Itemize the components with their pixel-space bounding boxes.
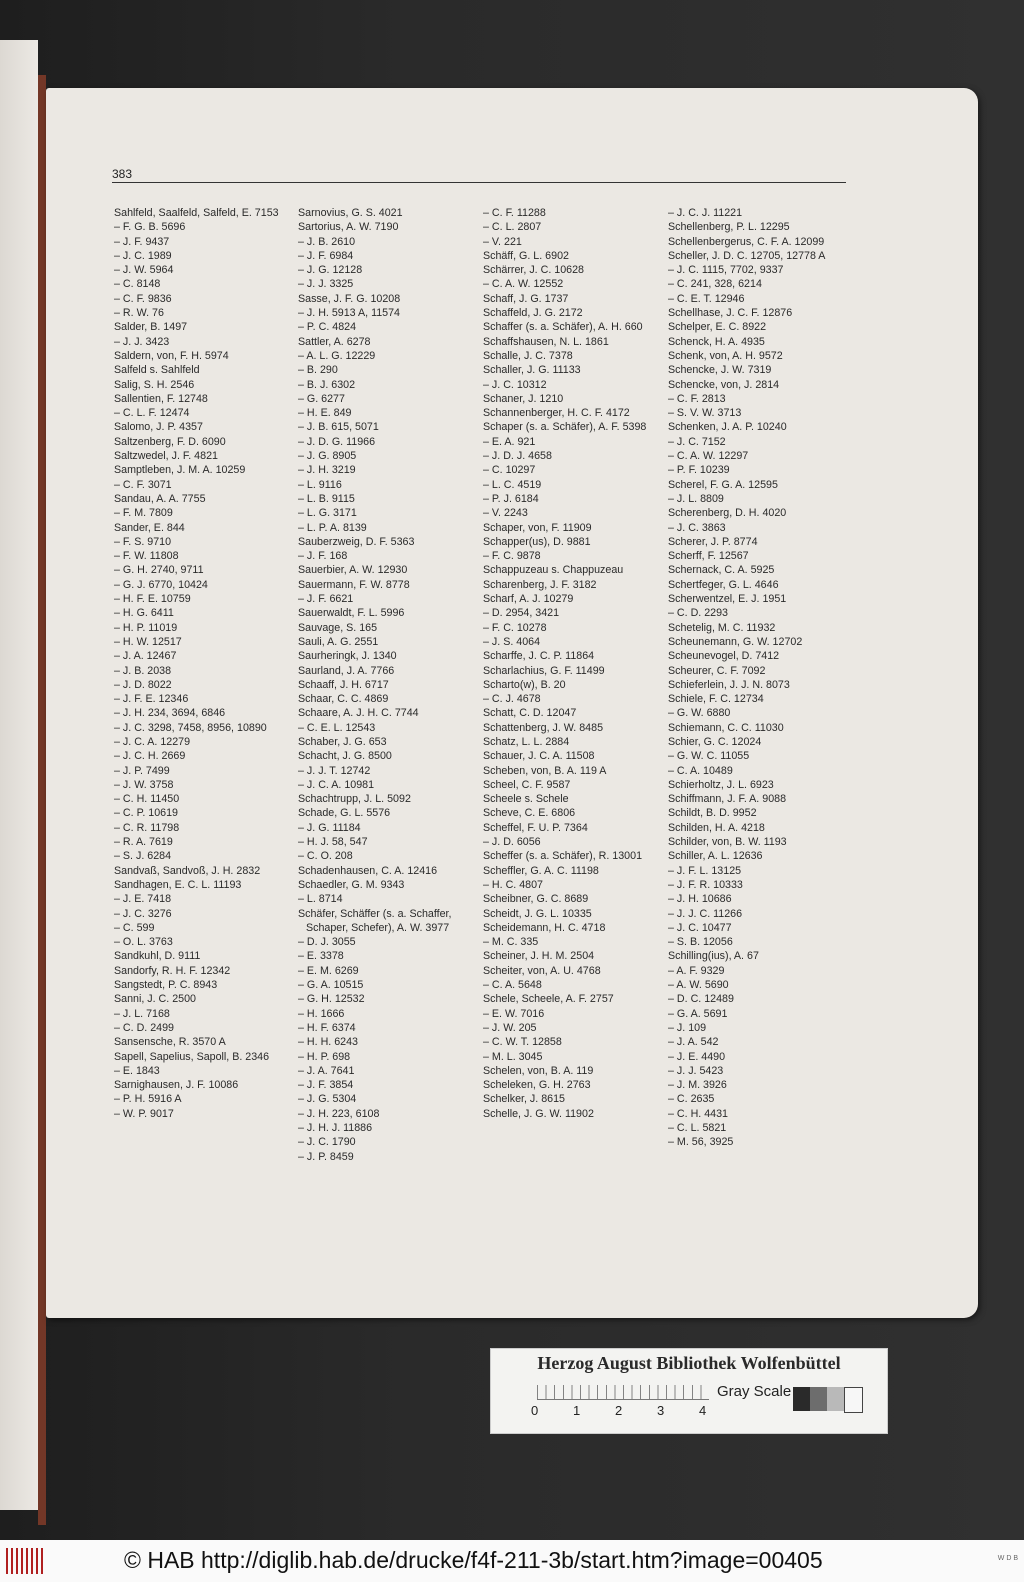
index-entry: – F. C. 9878 [483,550,541,563]
index-entry: – J. D. 6056 [483,836,541,849]
index-entry: – P. F. 10239 [668,464,730,477]
index-entry: Schaffshausen, N. L. 1861 [483,335,609,348]
gray-scale-card [490,1348,888,1434]
index-entry: Scherel, F. G. A. 12595 [668,478,778,491]
index-entry: – C. L. 5821 [668,1122,727,1134]
index-entry: Schellenberg, P. L. 12295 [668,221,790,234]
index-entry: Schiele, F. C. 12734 [668,693,764,706]
index-entry: Scheve, C. E. 6806 [483,807,576,820]
index-entry: – J. D. J. 4658 [483,450,552,463]
index-entry: – C. J. 4678 [483,693,541,706]
index-entry: Saurland, J. A. 7766 [298,664,395,677]
index-entry: – F. M. 7809 [114,507,173,520]
index-entry: – A. F. 9329 [668,964,725,977]
index-entry: Sandkuhl, D. 9111 [114,950,201,963]
index-entry: Schaff, J. G. 1737 [483,292,569,305]
index-entry: – D. J. 3055 [298,936,356,949]
index-entry: – F. W. 11808 [114,550,179,563]
index-entry: – G. H. 2740, 9711 [114,564,204,577]
index-entry: – J. H. J. 11886 [298,1122,373,1134]
index-entry: – M. C. 335 [483,936,539,949]
index-entry: Scheleken, G. H. 2763 [483,1079,591,1092]
index-entry: Schaedler, G. M. 9343 [298,878,405,891]
index-entry: – C. L. F. 12474 [114,407,190,420]
index-entry: – R. W. 76 [114,307,164,320]
index-entry: – J. H. 5913 A, 11574 [298,307,400,320]
index-entry: Salomo, J. P. 4357 [114,421,203,434]
index-entry: Schaffer (s. a. Schäfer), A. H. 660 [483,321,643,334]
index-entry: – H. W. 12517 [114,635,182,648]
index-entry: Schadenhausen, C. A. 12416 [298,864,438,877]
index-entry: – J. C. 1115, 7702, 9337 [668,264,784,277]
index-entry: Schencke, von, J. 2814 [668,378,780,391]
index-entry: – J. F. E. 12346 [114,693,189,706]
index-entry: Schier, G. C. 12024 [668,735,762,748]
index-entry: – H. F. E. 10759 [114,593,191,606]
index-entry: Scharto(w), B. 20 [483,678,566,691]
index-entry: Scheffler, G. A. C. 11198 [483,864,599,877]
index-entry: – H. J. 58, 547 [298,836,368,849]
index-entry: – J. F. 6984 [298,249,354,262]
index-entry: – L. 9116 [298,478,342,491]
scale-tick-label: 4 [699,1403,707,1418]
index-entry: Scheffer (s. a. Schäfer), R. 13001 [483,850,643,863]
index-entry: Sasse, J. F. G. 10208 [298,292,401,305]
index-entry: – F. C. 10278 [483,621,547,634]
index-entry: – L. G. 3171 [298,507,357,520]
index-entry: – C. E. T. 12946 [668,292,745,305]
index-entry: Schiffmann, J. F. A. 9088 [668,793,787,806]
index-entry: – E. 1843 [114,1064,160,1077]
index-entry: – J. C. 1790 [298,1136,356,1149]
index-entry: – H. H. 6243 [298,1036,359,1049]
index-entry: Scheffel, F. U. P. 7364 [483,821,588,834]
index-entry: Schatt, C. D. 12047 [483,707,577,720]
index-entry: Salfeld s. Sahlfeld [114,364,200,377]
index-entry: Schaner, J. 1210 [483,392,564,405]
index-entry: Schelker, J. 8615 [483,1093,565,1106]
gray-swatch-black [793,1387,810,1411]
index-entry: – V. 2243 [483,507,528,520]
index-entry: Sattler, A. 6278 [298,335,371,348]
index-entry: Scherenberg, D. H. 4020 [668,507,787,520]
index-entry: – J. C. 3863 [668,521,726,534]
index-entry: – C. A. 5648 [483,979,542,992]
index-entry: – J. L. 8809 [668,492,724,505]
index-entry: – L. 8714 [298,893,343,906]
index-entry: – J. F. R. 10333 [668,878,743,891]
index-entry: Scheel, C. F. 9587 [483,778,571,791]
index-entry: – G. H. 12532 [298,993,365,1006]
index-entry: – C. D. 2499 [114,1021,175,1034]
index-entry: Schappuzeau s. Chappuzeau [483,564,624,577]
index-entry: Schenk, von, A. H. 9572 [668,349,783,362]
index-entry: – C. F. 2813 [668,392,726,405]
index-entry: – C. 8148 [114,278,161,291]
index-entry: Sahlfeld, Saalfeld, Salfeld, E. 7153 [114,207,279,219]
index-entry: Sauermann, F. W. 8778 [298,578,410,591]
index-entry: – J. H. 234, 3694, 6846 [114,707,226,720]
index-entry: – D. 2954, 3421 [483,607,560,620]
index-entry: – E. M. 6269 [298,964,359,977]
index-entry: Schaber, J. G. 653 [298,735,387,748]
index-entry: – H. 1666 [298,1007,345,1020]
index-entry: – J. A. 542 [668,1036,719,1049]
index-entry: – J. C. 7152 [668,435,726,448]
index-entry: Schellenbergerus, C. F. A. 12099 [668,235,825,248]
footer-mark: W D B [997,1555,1018,1562]
index-entry: Schade, G. L. 5576 [298,807,391,820]
index-entry: Scharffe, J. C. P. 11864 [483,650,595,663]
index-entry: Schetelig, M. C. 11932 [668,621,776,634]
index-entry: – J. F. L. 13125 [668,864,742,877]
book-spine [38,75,46,1525]
index-entry: – J. C. 1989 [114,249,172,262]
index-entry: – J. C. J. 11221 [668,207,743,219]
index-entry: – J. J. 3423 [114,335,170,348]
page-number: 383 [112,167,133,181]
index-entry: – S. V. W. 3713 [668,407,742,420]
index-entry: – J. C. 3276 [114,907,172,920]
index-entry: – D. C. 12489 [668,993,734,1006]
index-entry: – H. P. 11019 [114,621,178,634]
index-entry: Schiemann, C. C. 11030 [668,721,784,734]
index-entry: Scheidemann, H. C. 4718 [483,921,606,934]
index-entry: Schernack, C. A. 5925 [668,564,775,577]
index-entry: – J. F. 3854 [298,1079,354,1092]
index-entry: – C. 2635 [668,1093,715,1106]
index-entry: – J. C. 3298, 7458, 8956, 10890 [114,721,267,734]
index-entry: Schierholtz, J. L. 6923 [668,778,774,791]
index-entry: Schele, Scheele, A. F. 2757 [483,993,614,1006]
index-entry: Sandvaß, Sandvoß, J. H. 2832 [114,864,261,877]
index-entry: – J. 109 [668,1021,707,1034]
index-entry: Sauli, A. G. 2551 [298,635,379,648]
index-entry: Sauerbier, A. W. 12930 [298,564,408,577]
index-entry: – C. 599 [114,921,155,934]
index-entry: – C. A. W. 12297 [668,450,749,463]
index-entry: – J. F. 6621 [298,593,354,606]
index-entry: – C. E. L. 12543 [298,721,376,734]
index-entry: Scheiner, J. H. M. 2504 [483,950,595,963]
index-entry: – C. W. T. 12858 [483,1036,562,1049]
index-entry: Schelper, E. C. 8922 [668,321,767,334]
index-column-1 [114,206,296,1121]
index-entry: – S. B. 12056 [668,936,733,949]
footer-bar [0,1540,1024,1582]
index-entry: – J. H. 10686 [668,893,732,906]
index-entry: Schaaff, J. H. 6717 [298,678,389,691]
index-entry: – A. W. 5690 [668,979,729,992]
index-entry: – J. C. 10312 [483,378,547,391]
index-entry: – H. E. 849 [298,407,352,420]
index-entry: Schalle, J. C. 7378 [483,349,573,362]
index-entry: Schaare, A. J. H. C. 7744 [298,707,419,720]
index-entry: Schaper, von, F. 11909 [483,521,592,534]
index-entry: Schenken, J. A. P. 10240 [668,421,787,434]
index-entry: – C. F. 11288 [483,207,546,219]
index-entry: Schilden, H. A. 4218 [668,821,765,834]
index-entry: – W. P. 9017 [114,1107,174,1120]
index-entry: Scheben, von, B. A. 119 A [483,764,607,777]
index-entry: – C. H. 11450 [114,793,180,806]
index-entry: Scheurer, C. F. 7092 [668,664,766,677]
index-entry: Scheller, J. D. C. 12705, 12778 A [668,249,826,262]
index-entry: – G. A. 10515 [298,979,364,992]
index-entry: – C. R. 11798 [114,821,180,834]
index-entry: Schauer, J. C. A. 11508 [483,750,595,763]
gray-swatch-dark [810,1387,827,1411]
index-entry: – J. J. T. 12742 [298,764,371,777]
index-column-4 [668,206,850,1150]
index-column-3 [483,206,665,1121]
index-entry: Sandorfy, R. H. F. 12342 [114,964,231,977]
index-entry: – G. J. 6770, 10424 [114,578,208,591]
index-entry: Schäff, G. L. 6902 [483,249,569,262]
index-entry: Saldern, von, F. H. 5974 [114,349,229,362]
index-entry: – J. B. 2038 [114,664,172,677]
index-entry: Salig, S. H. 2546 [114,378,195,391]
hab-logo-icon [6,1548,46,1574]
index-entry: Sandau, A. A. 7755 [114,492,206,505]
gray-swatch-white [844,1387,863,1413]
index-entry: Scheunemann, G. W. 12702 [668,635,803,648]
index-entry: – J. P. 8459 [298,1150,354,1163]
index-entry: Saurheringk, J. 1340 [298,650,397,663]
index-entry: – C. H. 4431 [668,1107,729,1120]
index-entry: Sarnighausen, J. F. 10086 [114,1079,239,1092]
index-entry: – C. D. 2293 [668,607,729,620]
index-entry: – J. A. 12467 [114,650,177,663]
gray-scale-label: Gray Scale [717,1383,792,1400]
index-entry: – J. G. 8905 [298,450,357,463]
index-entry: Schaffeld, J. G. 2172 [483,307,583,320]
index-entry: – P. J. 6184 [483,492,539,505]
index-entry: Sauvage, S. 165 [298,621,378,634]
index-entry: Scheibner, G. C. 8689 [483,893,589,906]
index-entry: – C. O. 208 [298,850,353,863]
index-entry: Scherer, J. P. 8774 [668,535,758,548]
index-entry: Sarnovius, G. S. 4021 [298,207,403,219]
index-entry: – F. G. B. 5696 [114,221,186,234]
index-entry: – J. C. H. 2669 [114,750,186,763]
index-entry: Sanni, J. C. 2500 [114,993,196,1006]
index-entry: – E. 3378 [298,950,344,963]
index-entry: – J. W. 3758 [114,778,174,791]
index-entry: – J. C. A. 10981 [298,778,375,791]
index-entry: Sallentien, F. 12748 [114,392,208,405]
index-entry: – C. L. 2807 [483,221,542,234]
index-entry: – V. 221 [483,235,522,248]
index-entry: – C. A. 10489 [668,764,733,777]
index-entry: – J. D. 8022 [114,678,172,691]
index-entry: – G. W. C. 11055 [668,750,750,763]
index-entry: – L. C. 4519 [483,478,542,491]
index-entry: – J. H. 3219 [298,464,356,477]
index-entry: – B. J. 6302 [298,378,356,391]
index-entry: Sapell, Sapelius, Sapoll, B. 2346 [114,1050,270,1063]
index-entry: – J. G. 11184 [298,821,361,834]
index-entry: – J. D. G. 11966 [298,435,376,448]
index-entry: Scharlachius, G. F. 11499 [483,664,605,677]
gray-swatch-light [827,1387,844,1411]
index-entry: – J. P. 7499 [114,764,170,777]
index-entry: Schencke, J. W. 7319 [668,364,772,377]
index-entry: Saltzwedel, J. F. 4821 [114,450,218,463]
index-entry: Schäfer, Schäffer (s. a. Schaffer, Schaper, Schefer), A. W. 3977 [298,907,452,934]
index-entry: – J. H. 223, 6108 [298,1107,380,1120]
index-entry: Sandhagen, E. C. L. 11193 [114,878,242,891]
index-entry: Schatz, L. L. 2884 [483,735,570,748]
index-entry: Schiller, A. L. 12636 [668,850,763,863]
index-entry: – C. A. W. 12552 [483,278,564,291]
index-entry: – O. L. 3763 [114,936,173,949]
index-entry: – C. 241, 328, 6214 [668,278,762,291]
footer-copyright-url[interactable]: © HAB http://diglib.hab.de/drucke/f4f-211-3b/start.htm?image=00405 [124,1547,823,1573]
scale-tick-label: 0 [531,1403,539,1418]
index-entry: Schärrer, J. C. 10628 [483,264,584,277]
index-entry: – J. L. 7168 [114,1007,170,1020]
index-entry: – L. P. A. 8139 [298,521,367,534]
index-entry: Sansensche, R. 3570 A [114,1036,226,1049]
index-entry: Scharf, A. J. 10279 [483,593,574,606]
index-entry: Saltzenberg, F. D. 6090 [114,435,226,448]
index-entry: Schaper (s. a. Schäfer), A. F. 5398 [483,421,647,434]
index-entry: – C. 10297 [483,464,536,477]
index-entry: – S. J. 6284 [114,850,172,863]
header-rule [112,182,846,183]
facing-page-edge [0,40,38,1510]
index-entry: – J. G. 5304 [298,1093,357,1106]
index-entry: Samptleben, J. M. A. 10259 [114,464,246,477]
index-entry: – J. F. 168 [298,550,348,563]
index-entry: – L. B. 9115 [298,492,355,505]
index-entry: – C. F. 9836 [114,292,172,305]
scale-tick-label: 2 [615,1403,623,1418]
index-entry: Schaar, C. C. 4869 [298,693,389,706]
index-column-2 [298,206,480,1164]
index-entry: – G. W. 6880 [668,707,731,720]
index-entry: – J. B. 615, 5071 [298,421,379,434]
book-page [46,88,978,1318]
index-entry: – J. E. 4490 [668,1050,726,1063]
index-entry: – P. C. 4824 [298,321,357,334]
index-entry: – C. F. 3071 [114,478,172,491]
index-entry: Salder, B. 1497 [114,321,188,334]
index-entry: Schieferlein, J. J. N. 8073 [668,678,790,691]
index-entry: Schildt, B. D. 9952 [668,807,757,820]
index-entry: Sauerwaldt, F. L. 5996 [298,607,405,620]
index-entry: Schelle, J. G. W. 11902 [483,1107,594,1120]
index-entry: Sartorius, A. W. 7190 [298,221,399,234]
index-entry: – F. S. 9710 [114,535,172,548]
index-entry: Sangstedt, P. C. 8943 [114,979,218,992]
index-entry: – J. J. 5423 [668,1064,724,1077]
index-entry: – H. G. 6411 [114,607,174,620]
index-entry: – M. L. 3045 [483,1050,543,1063]
index-entry: – P. H. 5916 A [114,1093,182,1106]
index-entry: Scheidt, J. G. L. 10335 [483,907,592,920]
index-entry: – B. 290 [298,364,338,377]
scale-ruler [537,1385,709,1400]
index-entry: Schacht, J. G. 8500 [298,750,392,763]
index-entry: – J. J. 3325 [298,278,354,291]
index-entry: – H. P. 698 [298,1050,351,1063]
index-entry: – J. G. 12128 [298,264,363,277]
index-entry: – M. 56, 3925 [668,1136,734,1149]
index-entry: – J. S. 4064 [483,635,541,648]
index-entry: Schilder, von, B. W. 1193 [668,836,787,849]
index-entry: Scherff, F. 12567 [668,550,749,563]
index-entry: – J. J. C. 11266 [668,907,743,920]
index-entry: – J. B. 2610 [298,235,356,248]
index-entry: – G. A. 5691 [668,1007,728,1020]
index-entry: Schilling(ius), A. 67 [668,950,759,963]
index-entry: Schachtrupp, J. L. 5092 [298,793,411,806]
index-entry: – J. C. 10477 [668,921,732,934]
index-entry: – R. A. 7619 [114,836,173,849]
index-entry: – A. L. G. 12229 [298,349,376,362]
index-entry: – J. M. 3926 [668,1079,727,1092]
index-entry: – J. W. 205 [483,1021,537,1034]
index-entry: Schertfeger, G. L. 4646 [668,578,779,591]
scale-tick-label: 3 [657,1403,665,1418]
index-entry: – H. F. 6374 [298,1021,356,1034]
scale-tick-label: 1 [573,1403,581,1418]
index-entry: – G. 6277 [298,392,345,405]
index-entry: – J. F. 9437 [114,235,170,248]
index-entry: Scherwentzel, E. J. 1951 [668,593,787,606]
index-entry: Schattenberg, J. W. 8485 [483,721,604,734]
index-entry: Sauberzweig, D. F. 5363 [298,535,415,548]
index-entry: – H. C. 4807 [483,878,544,891]
index-entry: Schellhase, J. C. F. 12876 [668,307,793,320]
index-entry: Schaller, J. G. 11133 [483,364,581,377]
index-entry: Scheele s. Schele [483,793,569,806]
library-name: Herzog August Bibliothek Wolfenbüttel [537,1353,841,1373]
index-entry: Schannenberger, H. C. F. 4172 [483,407,630,420]
index-entry: Sander, E. 844 [114,521,185,534]
index-entry: – J. W. 5964 [114,264,174,277]
index-entry: Schapper(us), D. 9881 [483,535,591,548]
index-entry: – E. A. 921 [483,435,536,448]
index-entry: – J. E. 7418 [114,893,172,906]
index-entry: Schelen, von, B. A. 119 [483,1064,594,1077]
index-entry: Scheiter, von, A. U. 4768 [483,964,601,977]
index-entry: – J. C. A. 12279 [114,735,191,748]
index-entry: – C. P. 10619 [114,807,178,820]
index-entry: – E. W. 7016 [483,1007,545,1020]
index-entry: Scheunevogel, D. 7412 [668,650,780,663]
index-entry: – J. A. 7641 [298,1064,355,1077]
index-entry: Schenck, H. A. 4935 [668,335,765,348]
index-entry: Scharenberg, J. F. 3182 [483,578,597,591]
